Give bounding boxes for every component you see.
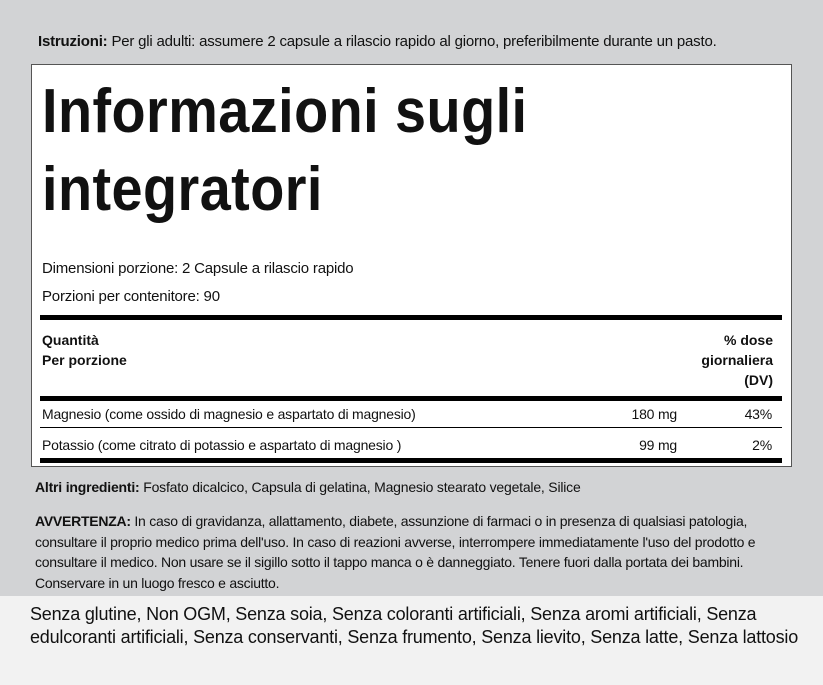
- facts-title: Informazioni sugli integratori: [42, 77, 528, 224]
- servings-per-container: Porzioni per contenitore: 90: [42, 288, 220, 305]
- header-dv-line2: giornaliera: [701, 352, 773, 368]
- daily-value-header: [701, 330, 773, 390]
- header-dv-line1: % dose: [723, 332, 773, 348]
- instructions: [38, 33, 818, 50]
- other-ingredients-text: Fosfato dicalcico, Capsula di gelatina, Magnesio stearato vegetale, Silice: [143, 479, 581, 495]
- warning-label: AVVERTENZA:: [35, 513, 131, 529]
- nutrient-amount: 180 mg: [631, 406, 677, 422]
- warning: [35, 511, 800, 593]
- nutrient-name: Magnesio (come ossido di magnesio e aspartato di magnesio): [42, 406, 416, 422]
- row-divider: [40, 427, 782, 428]
- supplement-facts-box: [31, 64, 792, 467]
- warning-text: In caso di gravidanza, allattamento, diabete, assunzione di farmaci o in presenza di qualsiasi patologia, consultare il proprio medico prima dell'uso. In caso di reazioni avverse, interrompere immediatamente l'uso del prodotto e consultare il medico. Non usare se il sigillo sotto il tappo manca o è danneggiato. Tenere fuori dalla portata dei bambini. Conservare in un luogo fresco e asciutto.: [35, 513, 756, 591]
- free-from-statement: Senza glutine, Non OGM, Senza soia, Senza coloranti artificiali, Senza aromi artificiali, Senza edulcoranti artificiali, Senza conservanti, Senza frumento, Senza lievito, Senza latte, Senza lattosio: [30, 604, 799, 647]
- other-ingredients-label: Altri ingredienti:: [35, 479, 140, 495]
- nutrient-dv: 2%: [752, 437, 772, 453]
- header-amount: Quantità: [42, 332, 99, 348]
- nutrient-amount: 99 mg: [639, 437, 677, 453]
- amount-per-serving-header: [42, 330, 127, 370]
- instructions-text: Per gli adulti: assumere 2 capsule a rilascio rapido al giorno, preferibilmente durante un pasto.: [111, 33, 717, 50]
- nutrient-dv: 43%: [744, 406, 772, 422]
- serving-size: Dimensioni porzione: 2 Capsule a rilascio rapido: [42, 260, 354, 277]
- header-dv-line3: (DV): [744, 372, 773, 388]
- thick-divider: [40, 315, 782, 320]
- other-ingredients: [35, 479, 581, 495]
- nutrient-name: Potassio (come citrato di potassio e aspartato di magnesio ): [42, 437, 402, 453]
- thick-divider: [40, 458, 782, 463]
- instructions-label: Istruzioni:: [38, 33, 108, 50]
- thick-divider: [40, 396, 782, 401]
- header-per-serving: Per porzione: [42, 352, 127, 368]
